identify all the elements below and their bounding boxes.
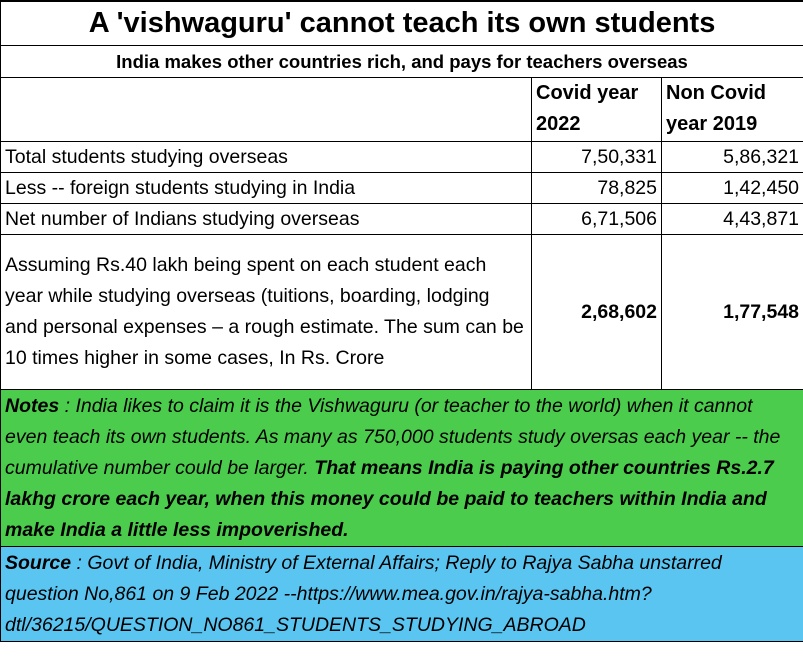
- header-blank-cell: [1, 78, 532, 142]
- value-2022: 6,71,506: [532, 204, 662, 235]
- header-row: [1, 78, 803, 142]
- estimate-value-2019: 1,77,548: [662, 235, 803, 390]
- value-2022: 7,50,331: [532, 142, 662, 173]
- table-row: [1, 173, 803, 204]
- header-covid-line2: 2022: [536, 113, 581, 135]
- notes-emphasis: That means India is paying other countries Rs.2.7 lakhg crore each year, when this money could be paid to teachers within India and make India a little less impoverished.: [5, 457, 774, 541]
- source-body: Govt of India, Ministry of External Affairs; Reply to Rajya Sabha unstarred question No,861 on 9 Feb 2022 --https://www.mea.gov.in/rajya-sabha.htm?dtl/36215/QUESTION_NO861_STUDENTS_STUDYING_ABROAD: [5, 552, 722, 636]
- notes-cell: [1, 390, 803, 547]
- title-row: [1, 1, 803, 46]
- row-label: Less -- foreign students studying in India: [1, 173, 532, 204]
- source-separator: :: [71, 552, 88, 574]
- estimate-label: Assuming Rs.40 lakh being spent on each student each year while studying overseas (tuitions, boarding, lodging and personal expenses – a rough estimate. The sum can be 10 times higher in some cases, In Rs. Crore: [1, 235, 532, 390]
- header-covid-line1: Covid year: [536, 82, 639, 104]
- value-2019: 1,42,450: [662, 173, 803, 204]
- source-cell: [1, 547, 803, 642]
- estimate-row: [1, 235, 803, 390]
- header-non-covid-year: [662, 78, 803, 142]
- value-2019: 4,43,871: [662, 204, 803, 235]
- header-covid-year: [532, 78, 662, 142]
- estimate-value-2022: 2,68,602: [532, 235, 662, 390]
- header-noncovid-line2: year 2019: [666, 113, 758, 135]
- value-2022: 78,825: [532, 173, 662, 204]
- table-row: [1, 142, 803, 173]
- notes-body: India likes to claim it is the Vishwaguru (or teacher to the world) when it cannot even teach its own students. As many as 750,000 students study oversas each year -- the cumulative number could be larger.: [5, 395, 781, 479]
- source-heading: Source: [5, 552, 72, 574]
- notes-heading: Notes: [5, 395, 60, 417]
- notes-row: [1, 390, 803, 547]
- subtitle-row: [1, 46, 803, 78]
- notes-separator: :: [59, 395, 76, 417]
- table-row: [1, 204, 803, 235]
- row-label: Net number of Indians studying overseas: [1, 204, 532, 235]
- page-subtitle: India makes other countries rich, and pays for teachers overseas: [1, 46, 803, 78]
- source-row: [1, 547, 803, 642]
- value-2019: 5,86,321: [662, 142, 803, 173]
- page-title: A 'vishwaguru' cannot teach its own students: [1, 1, 803, 46]
- row-label: Total students studying overseas: [1, 142, 532, 173]
- header-noncovid-line1: Non Covid: [666, 82, 766, 104]
